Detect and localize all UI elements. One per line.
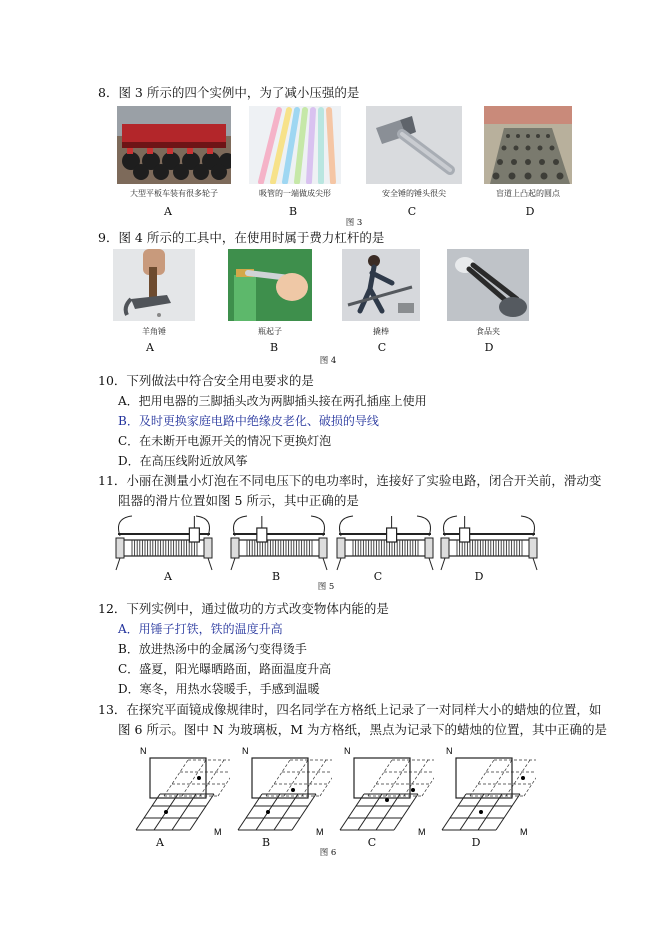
q8-caption-d: 盲道上凸起的圆点: [496, 189, 560, 198]
q11-stem-line1: 11．小丽在测量小灯泡在不同电压下的电功率时，连接好了实验电路，闭合开关前，滑动变: [98, 473, 602, 488]
svg-text:N: N: [344, 746, 351, 756]
q8-photo-c-safety-hammer: [366, 106, 462, 184]
q11-rheostat-c: [333, 512, 437, 574]
q10-option-a: A．把用电器的三脚插头改为两脚插头接在两孔插座上使用: [118, 394, 427, 408]
q13-diagram-c: [338, 744, 434, 836]
q9-letter-b: B: [269, 341, 279, 354]
q12-option-a: A．用锤子打铁，铁的温度升高: [118, 622, 283, 636]
q11-figure-label: 图 5: [317, 582, 335, 592]
q9-letter-a: A: [146, 341, 154, 354]
q9-photo-b-bottle-opener: [228, 249, 312, 321]
q13-letter-a: A: [156, 836, 164, 849]
q11-rheostat-d: [437, 512, 541, 574]
q13-diagram-d: [440, 744, 536, 836]
q8-photo-d-tactile-paving: [484, 106, 572, 184]
q12-option-b: B．放进热汤中的金属汤勺变得烫手: [118, 642, 307, 656]
q8-letter-a: A: [164, 205, 172, 218]
svg-text:N: N: [446, 746, 453, 756]
q11-rheostat-b: [227, 512, 331, 574]
q9-caption-a: 羊角锤: [142, 327, 166, 336]
q11-letter-b: B: [271, 570, 281, 583]
q11-letter-d: D: [474, 570, 484, 583]
q10-option-b: B．及时更换家庭电路中绝缘皮老化、破损的导线: [118, 414, 379, 428]
q13-letter-d: D: [471, 836, 481, 849]
q12-option-d: D．寒冬，用热水袋暖手，手感到温暖: [118, 682, 320, 696]
q9-caption-b: 瓶起子: [258, 327, 282, 336]
q9-photo-c-crowbar: [342, 249, 420, 321]
q12-option-c: C．盛夏，阳光曝晒路面，路面温度升高: [118, 662, 332, 676]
svg-text:M: M: [316, 827, 324, 836]
q8-figure-label: 图 3: [345, 218, 363, 228]
svg-text:N: N: [242, 746, 249, 756]
q9-stem: 9．图 4 所示的工具中，在使用时属于费力杠杆的是: [98, 230, 385, 245]
q11-stem-line2: 阻器的滑片位置如图 5 所示，其中正确的是: [118, 493, 359, 508]
q9-photo-d-food-tongs: [447, 249, 529, 321]
q9-figure-label: 图 4: [319, 356, 337, 366]
svg-text:M: M: [520, 827, 528, 836]
q11-letter-c: C: [373, 570, 383, 583]
q11-letter-a: A: [164, 570, 172, 583]
q9-letter-c: C: [377, 341, 387, 354]
q13-diagram-b: [236, 744, 332, 836]
q8-photo-a-trailer: [117, 106, 231, 184]
q8-letter-d: D: [525, 205, 535, 218]
q8-stem: 8．图 3 所示的四个实例中，为了减小压强的是: [98, 85, 360, 100]
q10-option-d: D．在高压线附近放风筝: [118, 454, 248, 468]
q10-stem: 10．下列做法中符合安全用电要求的是: [98, 373, 314, 388]
q13-stem-line2: 图 6 所示。图中 N 为玻璃板，M 为方格纸，黑点为记录下的蜡烛的位置，其中正确的是: [118, 722, 608, 737]
q13-stem-line1: 13．在探究平面镜成像规律时，四名同学在方格纸上记录了一对同样大小的蜡烛的位置，如: [98, 702, 602, 717]
q8-caption-b: 吸管的一端做成尖形: [259, 189, 331, 198]
q11-rheostat-a: [112, 512, 216, 574]
q13-letter-b: B: [261, 836, 271, 849]
q9-letter-d: D: [484, 341, 494, 354]
q8-caption-a: 大型平板车装有很多轮子: [130, 189, 218, 198]
q8-letter-c: C: [407, 205, 417, 218]
q8-photo-b-straws: [249, 106, 341, 184]
q9-caption-c: 撬棒: [373, 327, 389, 336]
svg-text:M: M: [418, 827, 426, 836]
q13-figure-label: 图 6: [319, 848, 337, 858]
q13-diagram-a: [134, 744, 230, 836]
q13-letter-c: C: [367, 836, 377, 849]
q12-stem: 12．下列实例中，通过做功的方式改变物体内能的是: [98, 601, 389, 616]
q10-option-c: C．在未断开电源开关的情况下更换灯泡: [118, 434, 332, 448]
q8-letter-b: B: [288, 205, 298, 218]
q9-caption-d: 食品夹: [476, 327, 500, 336]
svg-text:N: N: [140, 746, 147, 756]
q9-photo-a-claw-hammer: [113, 249, 195, 321]
svg-text:M: M: [214, 827, 222, 836]
q8-caption-c: 安全锤的锤头很尖: [382, 189, 446, 198]
